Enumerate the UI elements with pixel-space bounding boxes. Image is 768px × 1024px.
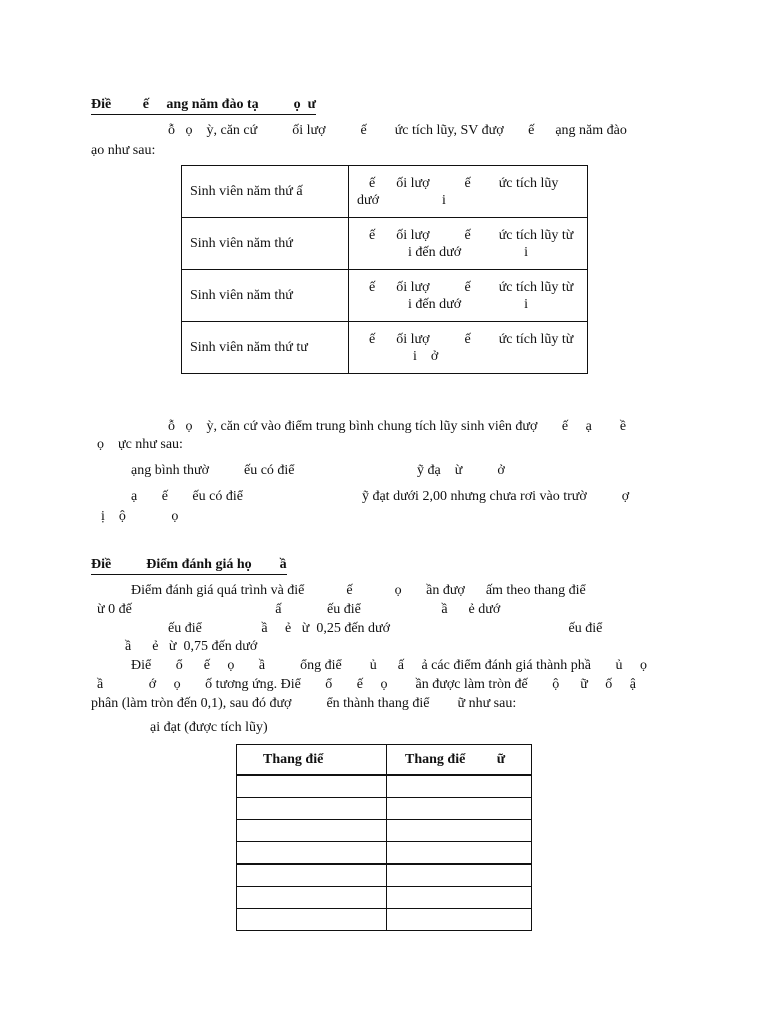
table-row	[182, 270, 588, 322]
paragraph-line: Điểm đánh giá quá trình và điể ế ọ ần đượ ấm theo thang điể	[131, 583, 586, 598]
table-cell	[387, 909, 532, 931]
table-cell-desc	[349, 270, 588, 322]
table-cell	[237, 842, 387, 865]
paragraph-line: ầ ẻ ừ 0,75 đến dướ	[125, 639, 258, 654]
table-header-row	[237, 745, 532, 776]
paragraph-line: ại đạt (được tích lũy)	[150, 720, 268, 735]
table-row	[237, 864, 532, 887]
paragraph-line: ếu điể ầ ẻ ừ 0,25 đến dướ ếu điể	[168, 621, 603, 636]
paragraph-line: ầ ớ ọ ố tương ứng. Điể ổ ế ọ ần được làm tròn đế ộ ữ ố ậ	[97, 677, 636, 692]
table-row	[182, 322, 588, 374]
table-cell-label: Sinh viên năm thứ	[182, 218, 349, 270]
paragraph-line: ỗ ọ ỳ, căn cứ vào điểm trung bình chung tích lũy sinh viên đượ ế ạ ề	[168, 419, 627, 434]
table-cell	[237, 798, 387, 820]
table-cell	[387, 842, 532, 865]
desc-line: ế ối lượ ế ức tích lũy từ	[369, 227, 574, 243]
paragraph-line: ỗ ọ ỳ, căn cứ ối lượ ế ức tích lũy, SV đượ ế ạng năm đào	[168, 123, 627, 138]
table-cell	[237, 775, 387, 798]
table-row	[237, 820, 532, 842]
section-heading-grading: Điề Điểm đánh giá họ ầ	[91, 556, 287, 575]
table-row	[237, 909, 532, 931]
desc-line: i đến dướ i	[408, 244, 528, 260]
table-cell	[237, 887, 387, 909]
table-cell	[237, 909, 387, 931]
list-item: ạng bình thườ ếu có điể ỹ đạ ừ ở	[131, 463, 505, 478]
table-cell-desc	[349, 322, 588, 374]
grade-scale-table	[236, 744, 532, 931]
table-cell	[387, 864, 532, 887]
table-row	[237, 798, 532, 820]
table-row	[237, 842, 532, 865]
paragraph-line: ọ ực như sau:	[97, 437, 183, 452]
table-cell	[387, 820, 532, 842]
table-cell	[387, 798, 532, 820]
desc-line: ế ối lượ ế ức tích lũy	[369, 175, 559, 191]
table-cell	[387, 887, 532, 909]
desc-line: i ở	[413, 348, 439, 364]
table-row	[237, 887, 532, 909]
paragraph-line: ừ 0 đế ấ ếu điể ầ ẻ dướ	[97, 602, 501, 617]
table-row	[237, 775, 532, 798]
section-heading-yearly-classification: Điề ế ang năm đào tạ ọ ư	[91, 96, 316, 115]
table-cell-label: Sinh viên năm thứ	[182, 270, 349, 322]
table-cell-desc	[349, 166, 588, 218]
list-item-continuation: ị ộ ọ	[101, 509, 179, 524]
column-header: Thang điể	[237, 745, 387, 776]
table-cell	[237, 820, 387, 842]
column-header: Thang điể ữ	[387, 745, 532, 776]
table-row	[182, 166, 588, 218]
desc-line: ế ối lượ ế ức tích lũy từ	[369, 279, 574, 295]
table-cell-label: Sinh viên năm thứ ấ	[182, 166, 349, 218]
student-year-table	[181, 165, 588, 374]
table-cell	[387, 775, 532, 798]
paragraph-line: ạo như sau:	[91, 143, 156, 158]
table-cell	[237, 864, 387, 887]
paragraph-line: Điể ổ ế ọ ầ ổng điể ủ ấ ả các điểm đánh giá thành phầ ủ ọ	[131, 658, 647, 673]
table-cell-label: Sinh viên năm thứ tư	[182, 322, 349, 374]
table-cell-desc	[349, 218, 588, 270]
desc-line: dướ i	[357, 192, 446, 208]
desc-line: i đến dướ i	[408, 296, 528, 312]
desc-line: ế ối lượ ế ức tích lũy từ	[369, 331, 574, 347]
table-row	[182, 218, 588, 270]
list-item: ạ ế ếu có điể ỹ đạt dưới 2,00 nhưng chưa rơi vào trườ ợ	[131, 489, 630, 504]
paragraph-line: phân (làm tròn đến 0,1), sau đó đượ ển thành thang điể ữ như sau:	[91, 696, 517, 711]
